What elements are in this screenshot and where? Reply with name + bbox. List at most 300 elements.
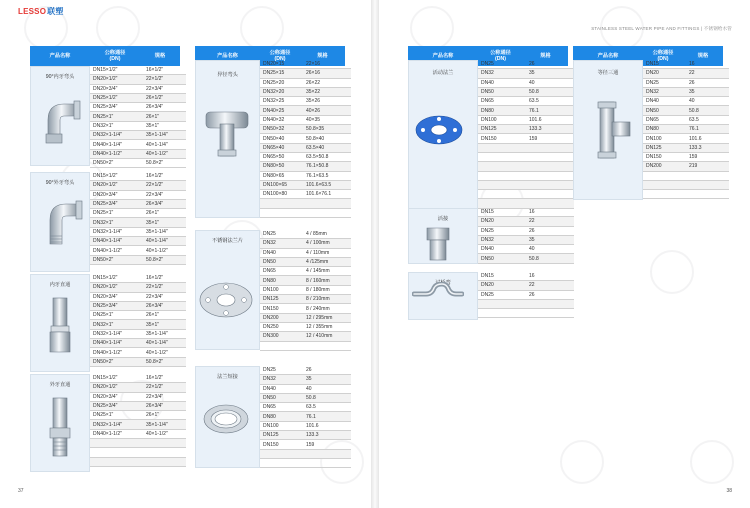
dn-cell xyxy=(478,153,526,161)
table-row xyxy=(260,125,351,134)
table-row xyxy=(90,209,186,218)
dn-cell: DN20×1/2" xyxy=(93,182,118,189)
spec-cell: 40 xyxy=(529,246,535,253)
spec-cell: 40×1-1/4" xyxy=(146,340,168,347)
dn-cell: DN80 xyxy=(263,413,276,420)
table-row xyxy=(643,88,729,97)
spec-cell: 26×22 xyxy=(306,79,321,86)
dn-cell: DN25×3/4" xyxy=(93,403,118,410)
dn-cell: DN50 xyxy=(481,89,494,96)
table-row xyxy=(260,422,351,431)
spec-cell: 4 / 110mm xyxy=(306,249,330,256)
dn-cell: DN125 xyxy=(263,296,279,303)
spec-cell: 63.5×40 xyxy=(306,144,325,151)
table-row xyxy=(478,106,574,115)
spec-cell xyxy=(526,181,574,189)
dn-cell: DN25 xyxy=(646,79,659,86)
dn-cell xyxy=(478,162,526,170)
spec-cell: 16×1/2" xyxy=(146,275,164,282)
dn-cell: DN32×1" xyxy=(93,219,114,226)
table-row xyxy=(478,291,574,300)
spec-cell: 22×3/4" xyxy=(146,85,164,92)
table-row xyxy=(90,302,186,311)
table-row xyxy=(478,309,574,318)
dn-cell: DN20×1/2" xyxy=(93,76,118,83)
table-row xyxy=(478,181,574,190)
spec-rows xyxy=(90,172,186,265)
spec-rows xyxy=(478,60,574,209)
dn-cell: DN200 xyxy=(646,163,662,170)
spec-cell: 26×1" xyxy=(146,412,160,419)
dn-cell: DN32×1-1/4" xyxy=(93,228,122,235)
spec-cell xyxy=(143,458,186,466)
table-row xyxy=(90,228,186,237)
spec-cell: 40×1-1/2" xyxy=(146,430,168,437)
table-row xyxy=(478,69,574,78)
spec-rows xyxy=(90,274,186,367)
table-row xyxy=(90,256,186,265)
spec-cell: 35 xyxy=(529,237,535,244)
table-row xyxy=(643,162,729,171)
spec-cell: 76.1×63.5 xyxy=(306,172,329,179)
table-row xyxy=(260,162,351,171)
table-header-col1: 产品名称 公称通径 (DN) 规格 xyxy=(30,46,180,66)
dn-cell: DN32×1" xyxy=(93,321,114,328)
dn-cell: DN32 xyxy=(481,237,494,244)
spec-cell: 50.8 xyxy=(306,395,316,402)
table-row xyxy=(90,159,186,168)
table-row xyxy=(90,283,186,292)
dn-cell: DN25 xyxy=(481,291,494,298)
dn-cell: DN80 xyxy=(481,107,494,114)
dn-cell: DN32×25 xyxy=(263,98,285,105)
table-row xyxy=(90,420,186,429)
table-row xyxy=(643,153,729,162)
dn-cell: DN65×50 xyxy=(263,154,285,161)
table-row xyxy=(90,150,186,159)
spec-cell: 35×22 xyxy=(306,89,321,96)
spec-cell: 50.8×2" xyxy=(146,358,164,365)
spec-cell: 26×16 xyxy=(306,70,321,77)
spec-cell xyxy=(526,190,574,198)
dn-cell: DN20 xyxy=(481,282,494,289)
dn-cell: DN50 xyxy=(481,255,494,262)
table-row xyxy=(643,125,729,134)
table-row xyxy=(90,75,186,84)
spec-rows xyxy=(478,272,574,318)
spec-cell: 40×1-1/2" xyxy=(146,150,168,157)
spec-cell xyxy=(686,190,729,198)
product-name: 过桥弯 xyxy=(435,280,451,286)
spec-rows xyxy=(260,366,351,468)
dn-cell xyxy=(643,172,686,180)
table-row xyxy=(478,190,574,199)
table-row xyxy=(260,258,351,267)
dn-cell: DN65×40 xyxy=(263,144,285,151)
elbow-female-icon xyxy=(38,96,82,144)
table-row xyxy=(478,272,574,281)
table-row xyxy=(478,172,574,181)
product-name: 等径三通 xyxy=(597,70,619,76)
table-row xyxy=(260,295,351,304)
spec-rows xyxy=(90,374,186,467)
dn-cell: DN15×1/2" xyxy=(93,375,118,382)
dn-cell xyxy=(90,448,143,456)
dn-cell: DN300 xyxy=(263,333,279,340)
watermark-ring xyxy=(650,250,694,294)
spec-cell xyxy=(526,199,574,207)
spec-cell: 22×1/2" xyxy=(146,76,164,83)
dn-cell xyxy=(260,450,303,458)
table-row xyxy=(90,348,186,357)
table-row xyxy=(90,66,186,75)
brand-logo: LESSO联塑 xyxy=(18,7,64,16)
dn-cell xyxy=(478,181,526,189)
table-row xyxy=(90,393,186,402)
spec-cell: 40×1-1/2" xyxy=(146,247,168,254)
spec-cell: 50.8×35 xyxy=(306,126,325,133)
spec-cell: 35×1-1/4" xyxy=(146,132,168,139)
table-row xyxy=(260,190,351,199)
dn-cell: DN40×1-1/2" xyxy=(93,150,122,157)
dn-cell: DN32×1-1/4" xyxy=(93,330,122,337)
spec-cell: 22×1/2" xyxy=(146,384,164,391)
spec-cell: 26 xyxy=(529,227,535,234)
table-row xyxy=(478,125,574,134)
table-row xyxy=(260,440,351,449)
table-row xyxy=(90,320,186,329)
crossover-bend-icon xyxy=(412,282,464,300)
table-row xyxy=(90,191,186,200)
dn-cell: DN65 xyxy=(263,268,276,275)
table-row xyxy=(643,97,729,106)
table-row xyxy=(478,60,574,69)
page-gutter xyxy=(371,0,379,508)
spec-cell: 35×1-1/4" xyxy=(146,330,168,337)
product-name: 活动法兰 xyxy=(432,70,454,76)
dn-cell: DN25×1" xyxy=(93,312,114,319)
spec-cell: 4 / 100mm xyxy=(306,240,330,247)
table-row xyxy=(260,366,351,375)
table-row xyxy=(260,332,351,341)
dn-cell: DN32×1" xyxy=(93,122,114,129)
dn-cell: DN20×15 xyxy=(263,61,285,68)
dn-cell: DN40×1-1/4" xyxy=(93,141,122,148)
dn-cell: DN20×1/2" xyxy=(93,284,118,291)
table-row xyxy=(90,293,186,302)
dn-cell xyxy=(478,199,526,207)
dn-cell xyxy=(643,190,686,198)
dn-cell: DN100 xyxy=(263,286,279,293)
spec-cell: 22 xyxy=(529,218,535,225)
spec-cell xyxy=(526,144,574,152)
table-row xyxy=(260,230,351,239)
table-header-col4: 产品名称 公称通径 (DN) 规格 xyxy=(573,46,723,66)
table-row xyxy=(478,254,574,263)
table-row xyxy=(260,199,351,208)
table-row xyxy=(643,172,729,181)
dn-cell: DN125 xyxy=(263,432,279,439)
dn-cell: DN25×1" xyxy=(93,113,114,120)
spec-cell: 63.5 xyxy=(689,116,699,123)
table-row xyxy=(478,134,574,143)
spec-cell: 35 xyxy=(529,70,535,77)
table-row xyxy=(260,342,351,351)
spec-cell: 26 xyxy=(306,367,312,374)
spec-cell: 16 xyxy=(529,273,535,280)
dn-cell: DN25×1" xyxy=(93,412,114,419)
spec-cell: 12 / 410mm xyxy=(306,333,333,340)
dn-cell: DN20 xyxy=(646,70,659,77)
product-name: 活接 xyxy=(437,216,449,222)
spec-cell: 35×26 xyxy=(306,98,321,105)
spec-cell xyxy=(143,439,186,447)
table-row xyxy=(643,79,729,88)
spec-cell: 50.8 xyxy=(689,107,699,114)
product-name: 异径弯头 xyxy=(217,72,238,78)
table-row xyxy=(260,106,351,115)
dn-cell: DN32×1-1/4" xyxy=(93,421,122,428)
spec-cell: 40×1-1/4" xyxy=(146,238,168,245)
table-row xyxy=(260,267,351,276)
table-row xyxy=(260,459,351,468)
spec-cell xyxy=(303,459,351,467)
spec-cell: 35×1-1/4" xyxy=(146,228,168,235)
loose-flange-icon xyxy=(414,114,464,146)
table-row xyxy=(260,239,351,248)
spec-cell xyxy=(526,162,574,170)
dn-cell: DN25 xyxy=(481,227,494,234)
dn-cell: DN80×50 xyxy=(263,163,285,170)
spec-cell: 40×1-1/2" xyxy=(146,349,168,356)
dn-cell: DN125 xyxy=(481,126,497,133)
dn-cell: DN20×3/4" xyxy=(93,191,118,198)
table-row xyxy=(90,237,186,246)
spec-cell: 133.3 xyxy=(306,432,319,439)
spec-cell: 16×1/2" xyxy=(146,173,164,180)
table-row xyxy=(90,339,186,348)
spec-cell: 159 xyxy=(689,154,698,161)
product-name: 内牙直通 xyxy=(49,282,71,288)
dn-cell xyxy=(90,439,143,447)
table-row xyxy=(90,383,186,392)
equal-tee-icon xyxy=(582,100,632,160)
spec-cell: 26×1" xyxy=(146,113,160,120)
spec-cell: 63.5 xyxy=(529,98,539,105)
table-row xyxy=(260,403,351,412)
spec-cell: 16×1/2" xyxy=(146,375,164,382)
table-row xyxy=(260,286,351,295)
spec-cell: 22×16 xyxy=(306,61,321,68)
dn-cell xyxy=(478,144,526,152)
spec-rows xyxy=(478,208,574,264)
right-page-header: STAINLESS STEEL WATER PIPE AND FITTINGS | 不锈钢给水管 xyxy=(591,26,732,31)
union-icon xyxy=(424,226,452,262)
table-row xyxy=(90,274,186,283)
spec-cell: 35×1" xyxy=(146,321,160,328)
dn-cell: DN100 xyxy=(481,116,497,123)
table-row xyxy=(260,209,351,218)
table-row xyxy=(90,200,186,209)
spec-cell: 50.8 xyxy=(529,255,539,262)
dn-cell: DN100 xyxy=(646,135,662,142)
spec-cell: 22 xyxy=(689,70,695,77)
dn-cell: DN15×1/2" xyxy=(93,67,118,74)
spec-cell xyxy=(686,172,729,180)
table-row xyxy=(90,458,186,467)
table-row xyxy=(260,116,351,125)
dn-cell: DN150 xyxy=(481,135,497,142)
table-row xyxy=(90,330,186,339)
spec-cell: 8 / 240mm xyxy=(306,305,330,312)
spec-cell: 50.8×2" xyxy=(146,160,164,167)
male-straight-icon xyxy=(48,396,72,458)
spec-cell: 76.1 xyxy=(529,107,539,114)
dn-cell xyxy=(260,459,303,467)
watermark-ring xyxy=(560,440,604,484)
dn-cell: DN32×20 xyxy=(263,89,285,96)
spec-cell xyxy=(526,309,574,317)
table-row xyxy=(90,430,186,439)
table-row xyxy=(643,106,729,115)
spec-cell: 26 xyxy=(529,291,535,298)
table-row xyxy=(478,88,574,97)
table-row xyxy=(90,374,186,383)
table-row xyxy=(260,60,351,69)
dn-cell: DN25×1" xyxy=(93,210,114,217)
spec-cell: 8 / 180mm xyxy=(306,286,330,293)
spec-cell: 40×26 xyxy=(306,107,321,114)
table-row xyxy=(643,116,729,125)
dn-cell: DN40×25 xyxy=(263,107,285,114)
table-row xyxy=(90,85,186,94)
dn-cell: DN250 xyxy=(263,324,279,331)
spec-cell xyxy=(686,181,729,189)
dn-cell: DN32 xyxy=(481,70,494,77)
dn-cell: DN40×1-1/2" xyxy=(93,349,122,356)
dn-cell: DN40 xyxy=(481,246,494,253)
dn-cell: DN65 xyxy=(481,98,494,105)
spec-cell: 8 / 160mm xyxy=(306,277,330,284)
spec-cell: 101.6×76.1 xyxy=(306,191,332,198)
spec-cell: 26×3/4" xyxy=(146,403,164,410)
watermark-ring xyxy=(96,6,140,50)
spec-cell xyxy=(526,172,574,180)
dn-cell: DN25 xyxy=(481,61,494,68)
spec-cell: 40×35 xyxy=(306,116,321,123)
dn-cell: DN80 xyxy=(646,126,659,133)
spec-cell: 101.6 xyxy=(689,135,702,142)
spec-cell: 22×1/2" xyxy=(146,182,164,189)
dn-cell: DN25×3/4" xyxy=(93,104,118,111)
table-row xyxy=(478,245,574,254)
dn-cell: DN40×1-1/2" xyxy=(93,430,122,437)
table-row xyxy=(643,144,729,153)
dn-cell: DN20×1/2" xyxy=(93,384,118,391)
spec-cell xyxy=(526,153,574,161)
dn-cell: DN100×80 xyxy=(263,191,288,198)
product-name: 90°外牙弯头 xyxy=(45,180,75,186)
spec-rows xyxy=(643,60,729,199)
spec-cell: 159 xyxy=(306,441,315,448)
table-row xyxy=(260,431,351,440)
spec-cell xyxy=(303,199,351,207)
spec-cell: 4 /125mm xyxy=(306,259,329,266)
table-row xyxy=(90,140,186,149)
dn-cell: DN15 xyxy=(646,61,659,68)
spec-cell: 12 / 355mm xyxy=(306,324,333,331)
dn-cell: DN15×1/2" xyxy=(93,275,118,282)
dn-cell: DN40 xyxy=(481,79,494,86)
table-row xyxy=(260,181,351,190)
spec-cell: 101.6 xyxy=(529,116,542,123)
dn-cell: DN25×3/4" xyxy=(93,201,118,208)
table-row xyxy=(643,181,729,190)
table-row xyxy=(478,97,574,106)
dn-cell: DN32×1-1/4" xyxy=(93,132,122,139)
spec-cell xyxy=(526,300,574,308)
spec-cell: 26×3/4" xyxy=(146,104,164,111)
table-row xyxy=(90,131,186,140)
table-row xyxy=(90,122,186,131)
dn-cell: DN20×3/4" xyxy=(93,393,118,400)
spec-cell: 26 xyxy=(529,61,535,68)
spec-cell: 26 xyxy=(689,79,695,86)
dn-cell: DN25×1/2" xyxy=(93,95,118,102)
spec-cell: 26×1/2" xyxy=(146,95,164,102)
spec-cell: 26×3/4" xyxy=(146,303,164,310)
dn-cell: DN32 xyxy=(263,376,276,383)
watermark-ring xyxy=(240,6,284,50)
dn-cell: DN40×1-1/2" xyxy=(93,247,122,254)
dn-cell: DN65 xyxy=(263,404,276,411)
reducing-tee-icon xyxy=(204,108,250,158)
dn-cell: DN100×65 xyxy=(263,182,288,188)
dn-cell: DN40×1-1/4" xyxy=(93,340,122,347)
dn-cell: DN150 xyxy=(263,441,279,448)
spec-cell: 26×3/4" xyxy=(146,201,164,208)
dn-cell: DN20×3/4" xyxy=(93,293,118,300)
dn-cell: DN32 xyxy=(263,240,276,247)
dn-cell: DN150 xyxy=(263,305,279,312)
spec-cell: 35×1" xyxy=(146,219,160,226)
table-row xyxy=(478,116,574,125)
spec-cell: 133.3 xyxy=(689,144,702,151)
table-row xyxy=(90,181,186,190)
dn-cell: DN50×2" xyxy=(93,160,114,167)
dn-cell xyxy=(478,309,526,317)
table-row xyxy=(478,300,574,309)
dn-cell: DN50×40 xyxy=(263,135,285,142)
table-row xyxy=(478,208,574,217)
spec-cell: 219 xyxy=(689,163,698,170)
dn-cell: DN15 xyxy=(481,273,494,280)
spec-cell: 16 xyxy=(529,209,535,216)
spec-cell: 8 / 210mm xyxy=(306,296,330,303)
spec-cell: 101.6 xyxy=(306,422,319,429)
product-name: 90°内牙弯头 xyxy=(45,74,75,80)
spec-cell: 40×1-1/4" xyxy=(146,141,168,148)
table-row xyxy=(90,246,186,255)
watermark-ring xyxy=(410,6,454,50)
dn-cell xyxy=(260,199,303,207)
dn-cell: DN40 xyxy=(263,385,276,392)
spec-cell: 76.1×50.8 xyxy=(306,163,329,170)
table-row xyxy=(90,439,186,448)
table-row xyxy=(90,112,186,121)
elbow-male-icon xyxy=(40,196,84,246)
dn-cell xyxy=(90,458,143,466)
